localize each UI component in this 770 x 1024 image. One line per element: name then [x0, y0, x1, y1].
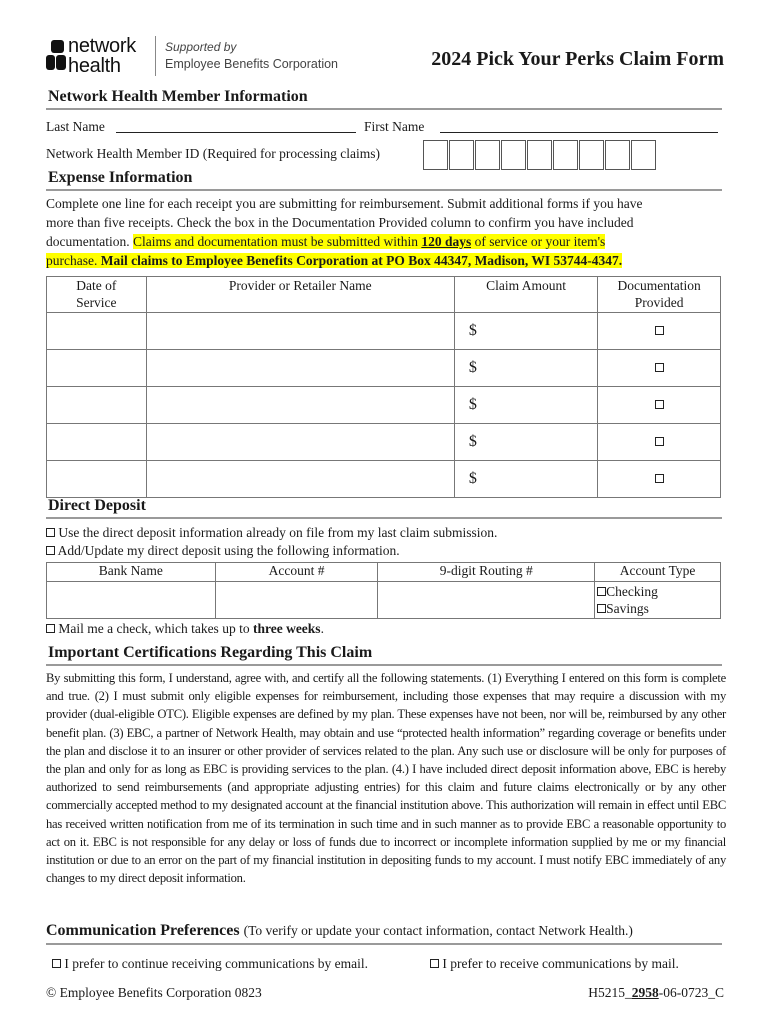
deposit-option-on-file-label: Use the direct deposit information already on file from my last claim submission. — [58, 525, 498, 540]
documentation-cell — [598, 424, 721, 461]
expense-intro-line1: Complete one line for each receipt you are submitting for reimbursement. Submit additional forms if you have — [46, 196, 643, 211]
col-account-header: Account # — [215, 563, 378, 582]
amount-cell[interactable] — [454, 350, 597, 387]
first-name-label: First Name — [364, 119, 425, 134]
expense-table-header — [47, 277, 721, 313]
member-id-digit-box[interactable] — [449, 140, 474, 170]
savings-option[interactable] — [597, 600, 720, 617]
direct-deposit-heading: Direct Deposit — [48, 497, 146, 514]
documentation-checkbox[interactable] — [655, 326, 664, 335]
bank-name-cell[interactable] — [47, 582, 216, 619]
mail-preference-label: I prefer to receive communications by mail. — [442, 956, 679, 971]
first-name-field[interactable] — [440, 132, 718, 133]
date-cell[interactable] — [47, 461, 147, 498]
provider-cell[interactable] — [146, 424, 454, 461]
member-id-digit-box[interactable] — [475, 140, 500, 170]
documentation-checkbox[interactable] — [655, 400, 664, 409]
col-amount-header: Claim Amount — [454, 277, 597, 313]
checkbox[interactable] — [597, 587, 606, 596]
checkbox[interactable] — [597, 604, 606, 613]
col-bank-header: Bank Name — [47, 563, 216, 582]
documentation-checkbox[interactable] — [655, 474, 664, 483]
period: . — [320, 621, 324, 636]
provider-cell[interactable] — [146, 313, 454, 350]
col-date-header: Date of Service — [47, 277, 147, 313]
checking-option[interactable] — [597, 583, 720, 600]
table-row — [47, 313, 721, 350]
currency-symbol: $ — [468, 359, 477, 376]
mail-check-option[interactable] — [46, 620, 324, 638]
savings-label: Savings — [606, 601, 649, 616]
member-info-heading: Network Health Member Information — [48, 88, 308, 105]
supported-by-label: Supported by — [165, 40, 237, 54]
deadline-days: 120 days — [421, 234, 472, 249]
amount-cell[interactable] — [454, 461, 597, 498]
form-code-prefix: H5215_ — [588, 985, 632, 1000]
documentation-cell — [598, 313, 721, 350]
currency-symbol: $ — [468, 433, 477, 450]
communication-note: (To verify or update your contact information, contact Network Health.) — [243, 923, 633, 938]
documentation-checkbox[interactable] — [655, 437, 664, 446]
checkbox[interactable] — [430, 959, 439, 968]
expense-intro-line3 — [46, 233, 605, 251]
communication-heading: Communication Preferences — [46, 922, 240, 939]
network-health-logo-icon — [46, 40, 66, 74]
communication-heading-row — [46, 922, 633, 940]
date-cell[interactable] — [47, 350, 147, 387]
email-preference-option[interactable] — [52, 955, 368, 973]
section-rule — [46, 189, 722, 191]
account-type-cell — [595, 582, 721, 619]
deposit-option-on-file[interactable] — [46, 524, 497, 542]
last-name-label: Last Name — [46, 119, 105, 134]
mail-check-duration: three weeks — [252, 621, 321, 636]
amount-cell[interactable] — [454, 424, 597, 461]
routing-number-cell[interactable] — [378, 582, 595, 619]
form-code-number: 2958 — [631, 985, 659, 1000]
currency-symbol: $ — [468, 322, 477, 339]
deposit-table — [46, 562, 721, 619]
expense-intro-line2: more than five receipts. Check the box in the Documentation Provided column to confirm you have included — [46, 215, 634, 230]
account-number-cell[interactable] — [215, 582, 378, 619]
deadline-text-a: Claims and documentation must be submitted within — [132, 234, 418, 249]
checkbox[interactable] — [52, 959, 61, 968]
form-title: 2024 Pick Your Perks Claim Form — [431, 48, 724, 70]
footer-form-code — [588, 984, 724, 1002]
certifications-text: By submitting this form, I understand, agree with, and certify all the following statements. (1) Everything I entered on this form is complete and true. (2) I must submit only eligible expenses for reimbursement, including those expenses that may require a discussion with my provider (dual-eligible OTC). Eligible expenses are defined by my plan. These expenses have not been, nor will be, reimbursed by any other benefit plan. (3) EBC, a partner of Network Health, may obtain and use “protected health information” regarding coverage or benefits under the plan and disclose it to an insurer or other provider of services related to the plan. Any such use or disclosure will be only for purposes of the plan and only for as long as EBC is providing services to the plan. (4.) I have included direct deposit information above, EBC is hereby authorized to send reimbursements (and appropriate adjusting entries) for this claim and future claims electronically or by any other commercially accepted method to my designated account at the financial institution above. This authorization will remain in effect until EBC has received written notification from me of its termination in such time and in such manner as to provide EBC a reasonable opportunity to act on it. EBC is not responsible for any delay or loss of funds due to incorrect or incomplete information supplied by me or my financial institution or due to an error on the part of my financial institution in depositing funds to my account. I must notify EBC immediately of any changes to my direct deposit information. — [46, 671, 726, 886]
checkbox[interactable] — [46, 624, 55, 633]
provider-cell[interactable] — [146, 387, 454, 424]
table-row — [47, 582, 721, 619]
table-row — [47, 461, 721, 498]
deadline-text-c: purchase. — [46, 253, 98, 268]
table-row — [47, 387, 721, 424]
logo-divider — [155, 36, 156, 76]
mail-claims-address: Mail claims to Employee Benefits Corporation at PO Box 44347, Madison, WI 53744-4347. — [100, 253, 623, 268]
table-row — [47, 350, 721, 387]
deadline-text-b: of service or your item's — [474, 234, 606, 249]
form-code-suffix: -06-0723_C — [658, 985, 724, 1000]
amount-cell[interactable] — [454, 387, 597, 424]
intro-plain-text: documentation. — [46, 234, 130, 249]
member-id-digit-box[interactable] — [579, 140, 604, 170]
logo-text-health: health — [68, 55, 121, 77]
member-id-digit-box[interactable] — [631, 140, 656, 170]
col-routing-header: 9-digit Routing # — [378, 563, 595, 582]
member-id-digit-box[interactable] — [527, 140, 552, 170]
col-account-type-header: Account Type — [595, 563, 721, 582]
provider-cell[interactable] — [146, 350, 454, 387]
currency-symbol: $ — [468, 470, 477, 487]
date-cell[interactable] — [47, 424, 147, 461]
date-cell[interactable] — [47, 313, 147, 350]
member-id-digit-box[interactable] — [553, 140, 578, 170]
mail-preference-option[interactable] — [430, 955, 679, 973]
provider-cell[interactable] — [146, 461, 454, 498]
documentation-checkbox[interactable] — [655, 363, 664, 372]
col-provider-header: Provider or Retailer Name — [146, 277, 454, 313]
deposit-table-header — [47, 563, 721, 582]
amount-cell[interactable] — [454, 313, 597, 350]
documentation-cell — [598, 387, 721, 424]
certifications-heading: Important Certifications Regarding This Claim — [48, 644, 373, 661]
currency-symbol: $ — [468, 396, 477, 413]
last-name-field[interactable] — [116, 132, 356, 133]
section-rule — [46, 943, 722, 945]
logo-text-network: network — [68, 35, 136, 57]
section-rule — [46, 108, 722, 110]
email-preference-label: I prefer to continue receiving communications by email. — [64, 956, 369, 971]
section-rule — [46, 517, 722, 519]
expense-table — [46, 276, 721, 498]
deposit-option-update[interactable] — [46, 542, 400, 560]
deposit-option-update-label: Add/Update my direct deposit using the following information. — [57, 543, 400, 558]
mail-check-label: Mail me a check, which takes up to — [58, 621, 250, 636]
checkbox[interactable] — [46, 528, 55, 537]
col-documentation-header: Documentation Provided — [598, 277, 721, 313]
member-id-digit-box[interactable] — [605, 140, 630, 170]
expense-intro-line4 — [46, 252, 622, 270]
documentation-cell — [598, 350, 721, 387]
checkbox[interactable] — [46, 546, 55, 555]
member-id-digit-box[interactable] — [423, 140, 448, 170]
table-row — [47, 424, 721, 461]
member-id-label: Network Health Member ID (Required for processing claims) — [46, 146, 381, 161]
footer-copyright: © Employee Benefits Corporation 0823 — [46, 985, 262, 1000]
section-rule — [46, 664, 722, 666]
expense-info-heading: Expense Information — [48, 169, 193, 186]
date-cell[interactable] — [47, 387, 147, 424]
member-id-digit-box[interactable] — [501, 140, 526, 170]
partner-name: Employee Benefits Corporation — [165, 57, 339, 71]
checking-label: Checking — [606, 584, 658, 599]
documentation-cell — [598, 461, 721, 498]
